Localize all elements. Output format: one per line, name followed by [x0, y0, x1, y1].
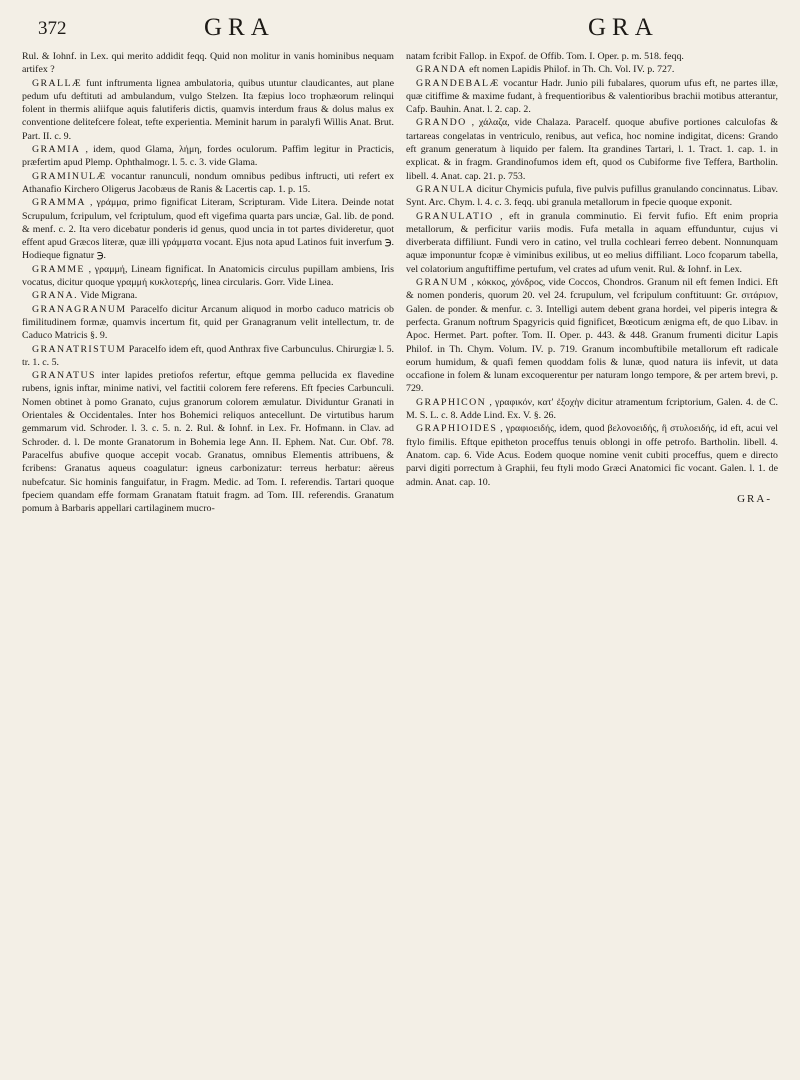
- entry-text: eft nomen Lapidis Philof. in Th. Ch. Vol. IV. p. 727.: [469, 64, 675, 76]
- entry-text: , γραφιοειδής, idem, quod βελονοειδής, ἢ στυλοειδής, id eft, acui vel ftylo fimilis. Eftque epitheton proceffus tenuis oblongi in offe petrofo. Bartholin. libell. 4. Anatom. cap. 6. Vide Acus. Eodem quoque nomine venit cubiti proceffus, quem e directo parvi digiti porrectum à Graphii, feu ftyli modo Græci Anatomici fic vocant. Galen. l. 1. de admin. Anat. cap. 10.: [406, 423, 779, 488]
- two-column-body: [22, 50, 778, 515]
- dictionary-entry: [406, 63, 778, 76]
- entry-text: inter lapides pretiofos refertur, eftque gemma pellucida ex flavedine rubens, ignis inftar, minime nativi, vel factitii colorem fere referens. Eft fpecies Carbunculi. Nomen obtinet à pomo Granato, cujus granorum colorem æmulatur. Dividuntur Granati in Orientales & Occidentales. Inter hos Bohemici reliquos antecellunt. De virtutibus harum gemmarum vid. Schroder. l. 3. c. 5. n. 2. Rul. & Iohnf. in Lex. Fr. Hofmann. in Clav. ad Schroder. d. l. De monte Granatorum in Bohemia lege Ann. II. Ephem. Nat. Cur. Obf. 78. Paracelfus abufive quoque accepit vocab. Granatus, omnibus Elementis attribuens, & fcribens: Granatus aqueus coagulatur: igneus carbonizatur: terreus herbatur: aëreus nubefcatur. Sic hominis fanguifatur, in Fragm. Medic. ad Tom. I. referendis. Tartari quoque fpeciem quandam effe formam Granatam ftatuit fragm. ad Tom. III. referendis. Granatum pomum à Barbaris appellari cartilaginem mucro-: [22, 370, 394, 515]
- left-column: [22, 50, 394, 515]
- entry-headword: GRAMME: [32, 263, 85, 275]
- right-column: [406, 50, 778, 515]
- dictionary-entry: [406, 50, 778, 63]
- entry-text: , γραμμή, Lineam fignificat. In Anatomicis circulus pupillam ambiens, Iris vocatus, dicitur quoque γραμμή κυκλοτερής, linea circularis. Gorr. Vide Linea.: [22, 263, 395, 289]
- entry-text: , idem, quod Glama, λήμη, fordes oculorum. Paffim legitur in Practicis, præfertim apud Plemp. Ophthalmogr. l. 5. c. 3. vide Glama.: [22, 144, 395, 169]
- dictionary-entry: [22, 289, 394, 302]
- dictionary-entry: [22, 77, 394, 143]
- dictionary-entry: [406, 422, 778, 488]
- entry-headword: GRANULATIO: [416, 210, 494, 222]
- dictionary-entry: [22, 343, 394, 370]
- dictionary-entry: [406, 183, 778, 210]
- entry-headword: GRANULA: [416, 183, 475, 195]
- entry-headword: GRAMMA: [32, 197, 86, 209]
- dictionary-entry: [406, 276, 778, 396]
- entry-text: , eft in granula comminutio. Ei fervit fufio. Eft enim propria metallorum, & perficitur variis modis. Fufa metalla in aquam effunduntur, cujus vi diverberata diffiliunt. Fundi vero in catino, vel trulla cochleari ferreo debent. Nonnunquam aquæ imponuntur fcopæ è viminibus exilibus, ut eo melius diffiliant. Loco fcoparum tabella, vel colatorium anguftiffime pertufum, vel crates ad ufum venit. Rul. & Iohnf. in Lex.: [406, 210, 778, 275]
- entry-headword: GRAPHICON: [416, 396, 487, 408]
- dictionary-entry: [22, 196, 394, 262]
- right-column-entries: [406, 50, 778, 489]
- entry-headword: GRANUM: [416, 277, 469, 289]
- entry-headword: GRAMINULÆ: [32, 170, 107, 182]
- entry-headword: GRAMIA: [32, 144, 81, 156]
- dictionary-entry: [406, 396, 778, 423]
- entry-headword: GRANAGRANUM: [32, 303, 127, 315]
- entry-text: Paracelfo idem eft, quod Anthrax five Carbunculus. Chirurgiæ l. 5. tr. 1. c. 5.: [22, 343, 395, 368]
- dictionary-entry: [22, 50, 394, 77]
- entry-headword: GRANDA: [416, 64, 467, 76]
- dictionary-entry: [406, 210, 778, 276]
- dictionary-entry: [406, 77, 778, 117]
- entry-text: Vide Migrana.: [80, 290, 138, 302]
- entry-headword: GRANATRISTUM: [32, 343, 127, 355]
- entry-text: , χάλαζα, vide Chalaza. Paracelf. quoque abufive portiones calculofas & tartareas congelatas in ventriculo, renibus, aut vefica, hoc nomine indigitat, dicens: Grando eft granum generatum à liquido per falem. Ita grandines Tartari, l. 1. Tract. 1. cap. 1. in explicat. & in fragm. Grandinofumos idem eft, quod os Cubiforme five Teffera, Bartholin. libell. 4. Anat. cap. 21. p. 753.: [406, 117, 779, 182]
- entry-text: Rul. & Iohnf. in Lex. qui merito addidit feqq. Quid non molitur in vanis hominibus nequam artifex ?: [22, 51, 394, 76]
- dictionary-entry: [22, 263, 394, 290]
- dictionary-entry: [22, 143, 394, 170]
- entry-headword: GRANDEBALÆ: [416, 77, 500, 89]
- running-header: [22, 14, 778, 50]
- entry-headword: GRANA.: [32, 290, 78, 302]
- entry-text: natam fcribit Fallop. in Expof. de Offib. Tom. I. Oper. p. m. 518. feqq.: [406, 51, 684, 62]
- entry-text: funt inftrumenta lignea ambulatoria, quibus utuntur claudicantes, aut plane pedum ufu deftituti ad ambulandum, vulgo Stelzen. Ita fæpius loco trophæorum relinqui folent in thermis aliifque aquis falutiferis dictis, quamvis interdum fraus & dolus malus ex conventione delitefcere foleat, tefte experientia. Meminit harum in paralyfi Willis Anat. Brut. Part. II. c. 9.: [22, 77, 394, 142]
- page-number: 372: [38, 18, 67, 39]
- dictionary-entry: [22, 170, 394, 197]
- entry-text: , κόκκος, χόνδρος, vide Coccos, Chondros. Granum nil eft femen Indici. Eft & nomen ponderis, quorum 20. vel 24. fcrupulum, vel fcripulum conftituunt: Gr. σιτάριον, Galen. de ponder. & menfur. c. 3. Intelligi autem debent grana hordei, vel piperis integra & perfecta. Granum noftrum Spagyricis quid fignificet, Bœoticum ænigma eft, de quo Libav. in Apoc. Hermet. Part. pofter. Tom. II. Oper. p. 443. & 448. Granum frumenti dicitur Lapis Philof. in Th. Chym. Volum. IV. p. 719. Granum incombuftibile metallorum eft radicale eorum humidum, & quafi femen quoddam folis & lunæ, quod natura iis infevit, ut data occafione in folem & lunam excoquerentur per naturam longo tempore, & per artem brevi, p. 729.: [406, 277, 779, 395]
- dictionary-entry: [22, 303, 394, 343]
- entry-text: vocantur Hadr. Junio pili fubalares, quorum ufus eft, ne partes illæ, quæ citiffime & maxime fudant, à frequentioribus & valentioribus brachii motibus atterantur, Cafp. Bauhin. Anat. l. 2. cap. 2.: [406, 77, 779, 116]
- entry-text: , γράμμα, primo fignificat Literam, Scripturam. Vide Litera. Deinde notat Scrupulum, fcripulum, vel fcriptulum, quod eft vigefima quarta pars unciæ, Gal. lib. de pond. & menf. c. 2. Ita vero dicebatur ponderis id genus, quod uncia in tot partes divideretur, quot effent apud Græcos literæ, quæ illi γράμματα vocant. Ejus nota apud Latinos fuit inverfum ℈. Hodieque fignatur ℈.: [22, 197, 394, 262]
- entry-headword: GRANATUS: [32, 370, 96, 382]
- dictionary-entry: [406, 116, 778, 182]
- entry-text: Paracelfo dicitur Arcanum aliquod in morbo caduco matricis ob fimilitudinem formæ, quamvis incertum fit, quid per Granagranum velit intellectum, tr. de Caduco Matricis §. 9.: [22, 303, 394, 342]
- entry-headword: GRAPHIOIDES: [416, 423, 498, 435]
- right-running-head: GRA: [588, 14, 659, 41]
- entry-headword: GRALLÆ: [32, 77, 83, 89]
- dictionary-entry: [22, 369, 394, 515]
- entry-text: dicitur Chymicis pufula, five pulvis pufillus granulando concinnatus. Libav. Synt. Arc. Chym. l. 4. c. 3. feqq. ubi granula metallorum in fpecie quoque exponit.: [406, 183, 779, 209]
- entry-headword: GRANDO: [416, 117, 467, 129]
- entry-text: , γραφικόν, κατ' ἐξοχὴν dicitur atramentum fcriptorium, Galen. 4. de C. M. S. L. c. 8. Adde Lind. Ex. V. §. 26.: [406, 396, 778, 422]
- catchword: GRA-: [737, 492, 772, 505]
- entry-text: vocantur ranunculi, nondum omnibus pedibus inftructi, uti refert ex Athanafio Kirchero Oligerus Jacobæus de Ranis & Lacertis cap. 1. p. 15.: [22, 170, 395, 195]
- left-running-head: GRA: [204, 14, 275, 41]
